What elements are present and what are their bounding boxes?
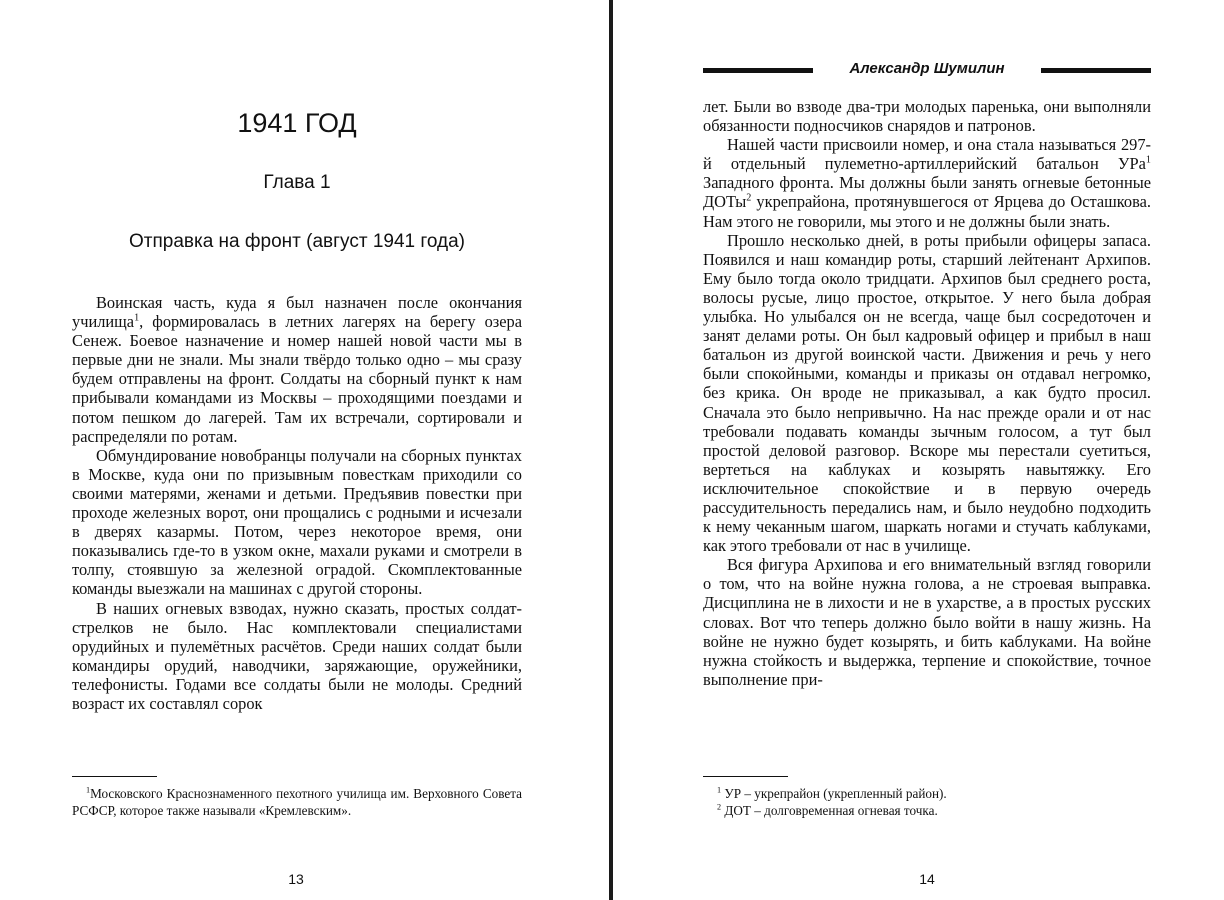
- left-body-text: [72, 293, 522, 713]
- chapter-title: Глава 1: [263, 172, 331, 193]
- header-author: Александр Шумилин: [849, 60, 1005, 77]
- footnote-rule: [703, 776, 788, 777]
- footnote-ref: 1: [134, 312, 140, 324]
- header-rule-right: [1041, 68, 1151, 73]
- section-title: Отправка на фронт (август 1941 года): [128, 231, 466, 252]
- part-title: 1941 ГОД: [237, 108, 357, 138]
- paragraph: Вся фигура Архипова и его внимательный взгляд говорили о том, что на войне нужна голова, а не строевая выправка. Дисциплина не в лихости и не в ухарстве, а в простых русских словах. Вот что теперь должно было войти в нашу жизнь. На войне не нужно будет козырять, и бить каблуками. На войне нужна стойкость и выдержка, терпение и спокойствие, точное выполнение при-: [703, 555, 1151, 689]
- right-body-text: [703, 97, 1151, 689]
- right-page: [615, 0, 1224, 900]
- running-header: [703, 58, 1151, 82]
- paragraph: Нашей части присвоили номер, и она стала называться 297-й отдельный пулеметно-артиллерийский батальон УРа$^1$ Западного фронта. Мы должны были занять огневые бетонные ДОТы$^2$ укрепрайона, протянувшегося от Ярцева до Осташкова. Нам этого не говорили, мы этого и не должны были знать.: [703, 135, 1151, 231]
- paragraph: Обмундирование новобранцы получали на сборных пунктах в Москве, куда они по призывным повесткам приходили со своими матерями, женами и детьми. Предъявив повестки при проходе железных ворот, они прощались с родными и исчезали в дверях казармы. Потом, через некоторое время, они показывались где-то в узком окне, махали руками и смотрели в толпу, стоявшую за железной оградой. Скомплектованные команды выезжали на машинах с другой стороны.: [72, 445, 522, 599]
- paragraph: Прошло несколько дней, в роты прибыли офицеры запаса. Появился и наш командир роты, старший лейтенант Архипов. Ему было тогда около тридцати. Архипов был среднего роста, волосы русые, лицо простое, открытое. У него была добрая улыбка. Но улыбался он не всегда, чаще был сосредоточен и занят делами роты. Он был кадровый офицер и прибыл в наш батальон из другой воинской части. Движения и речь у него были спокойными, команды и приказы он отдавал негромко, без крика. Он вроде не приказывал, а как будто просил. Сначала это было непривычно. На нас прежде орали и от нас требовали подавать команды зычным голосом, а тут был простой деловой разговор. Вскоре мы перестали суетиться, вертеться на каблуках и козырять навытяжку. Его исключительное спокойствие и в первую очередь рассудительность передались нам, и было неудобно подходить к нему чеканным шагом, шаркать ногами и стучать каблуками, как этого требовали от нас в училище.: [703, 230, 1151, 556]
- page-number: 14: [919, 871, 935, 887]
- footnote: $^2$ ДОТ – долговременная огневая точка.: [717, 802, 938, 818]
- footnote-ref: 1: [1145, 154, 1151, 166]
- left-page: [0, 0, 609, 900]
- book-spine: [609, 0, 613, 900]
- paragraph: В наших огневых взводах, нужно сказать, простых солдат-стрелков не было. Нас комплектовали специалистами орудийных и пулемётных расчётов. Среди наших солдат были командиры орудий, наводчики, заряжающие, оружейники, телефонисты. Годами все солдаты были не молоды. Средний возраст их составлял сорок: [72, 598, 522, 713]
- page-number: 13: [288, 871, 304, 887]
- footnote: $^1$ УР – укрепрайон (укрепленный район).: [717, 785, 947, 801]
- paragraph: лет. Были во взводе два-три молодых паренька, они выполняли обязанности подносчиков снарядов и патронов.: [703, 97, 1151, 136]
- footnote-rule: [72, 776, 157, 777]
- footnote-ref: 2: [746, 193, 752, 204]
- footnote: $^1$Московского Краснознаменного пехотного училища им. Верховного Совета РСФСР, которое также называли «Кремлевским».: [72, 785, 522, 818]
- paragraph: Воинская часть, куда я был назначен после окончания училища$^1$, формировалась в летних лагерях на берегу озера Сенеж. Боевое назначение и номер нашей новой части мы в первые дни не знали. Мы знали твёрдо только одно – мы сразу будем отправлены на фронт. Солдаты на сборный пункт к нам прибывали командами из Москвы – проходящими поездами и потом пешком до лагерей. Там их встречали, сортировали и распределяли по ротам.: [72, 293, 522, 446]
- right-footnotes: [703, 785, 1151, 819]
- left-footnotes: [72, 785, 522, 819]
